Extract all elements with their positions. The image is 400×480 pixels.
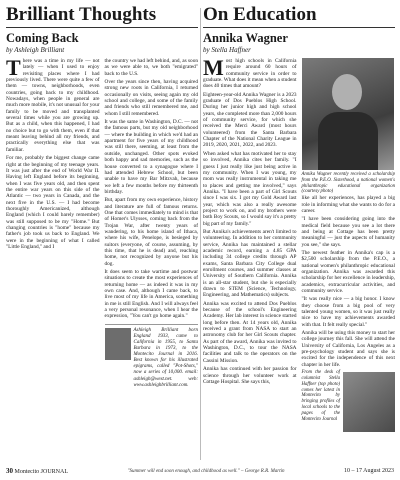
byline: by Ashleigh Brilliant bbox=[6, 46, 65, 54]
column-divider bbox=[200, 8, 201, 460]
photo-head bbox=[332, 74, 362, 110]
issue-dates: 10 – 17 August 2023 bbox=[343, 468, 394, 474]
on-education-article bbox=[203, 0, 395, 432]
body-column-2 bbox=[105, 58, 199, 389]
byline: by Stella Haffner bbox=[203, 46, 251, 54]
article-body bbox=[203, 55, 395, 432]
photo-caption: Annika Wagner recently received a scholarship from the P.E.O. Sisterhood, a national women's philanthropic educational organization (courtesy photo) bbox=[301, 172, 395, 195]
article-body bbox=[6, 55, 198, 389]
article-title: On Education bbox=[203, 4, 317, 25]
title-rule bbox=[6, 27, 198, 28]
paragraph: Annika has continued with her passion for science through her volunteer work at Cottage Hospital. She says this, bbox=[203, 366, 297, 385]
paragraph: There was a time in my life — not lately — when I used to enjoy revisiting places where I had previously lived. There were quite a few of them — towns, neighborhoods, even countries, going back to my childhood. Nowadays, when people in general are much more mobile, it's not unusual for your family to be moved and transplanted several times while you are growing up. But as a child, when this happened, I had no choice but to go with them, even if that meant leaving behind all my friends, and practically everything else that was familiar. bbox=[6, 55, 100, 153]
columnist-caption: From the desk of columnist Stella Haffner (top photo) comes her latest in Montecito by bringing profiles of local schools to the pages of the Montecito Journal bbox=[301, 370, 340, 422]
paragraph: When asked what has motivated her to stay so involved, Annika cites her family. "I guess I just really like just being active in my community. When I was young, my mom was really instrumental in taking me to places and getting me involved," says Annika. "I have been a part of Girl Scouts since I was six. I got my Gold Award last year, which was also a really awesome project to work on, and my brothers were both Boy Scouts, so I would say it's a pretty big part of my family." bbox=[203, 150, 297, 227]
footer-quote: "Summer will end soon enough, and childhood as well." – George R.R. Martin bbox=[127, 468, 285, 474]
page-folio bbox=[6, 467, 68, 475]
paragraph: the country we had left behind, and, as soon as we were able to, we both "emigrated" back to the U.S. bbox=[104, 58, 198, 77]
drop-cap: T bbox=[6, 55, 21, 80]
paragraph: For me, probably the biggest change came right at the beginning of my teenage years. It was just after the end of World War II. Having left England before its beginning, when I was five years old, and then spent the entire war years on this side of the Atlantic — two years in Canada, and the next five in the U.S. — I had become thoroughly Americanized, although England (which I could barely remember) was still supposed to be my "Home." But changing countries is "home" because my father's job took us back to England. We were in the beginning of what I called "Little England," and I bbox=[6, 155, 100, 250]
paragraph: It was the same in Washington, D.C. — not the famous parts, but my old neighborhood — where the building in which we'd had an apartment for five years of my childhood was still there, seeming, at least from the outside, unchanged. Other spots evoked both happy and sad memories, such as the house converted to a synagogue where I had attended Hebrew School, but been unable to have my Bar Mitzvah, because we left a few months before my thirteenth birthday. bbox=[104, 119, 198, 195]
paragraph: Most high schools in California require around 60 hours of community service in order to graduate. What does it mean when a student does 40 times that amount? bbox=[203, 55, 297, 90]
paragraph: "It was really nice — a big honor. I know they choose from a big pool of very talented young women, so it was just really nice to have my achievements awarded with that. It felt really special." bbox=[301, 296, 395, 328]
author-bio bbox=[105, 324, 199, 389]
paragraph: Annika will be using this money to start her college journey this fall. She will attend the University of California, Los Angeles as a pre-psychology student and says she is excited for the independence of this next chapter in her life. bbox=[301, 330, 395, 368]
photo-body bbox=[318, 112, 378, 170]
article-subtitle: Coming Back bbox=[6, 31, 79, 45]
paragraph: Annika was excited to attend Dos Pueblos because of the school's Engineering Academy. Her lab interest in science started long before then. At 14 years old, Annika received a grant from NASA to start an astronomy club for her Girl Scouts chapter. As part of the award, Annika was invited to Washington, D.C., to tour the NASA facilities and talk to the operators on the Cassini Mission. bbox=[203, 300, 297, 364]
page-footer bbox=[6, 465, 394, 477]
body-column-1 bbox=[203, 55, 297, 432]
title-rule bbox=[203, 27, 395, 28]
paragraph: Over the years since then, having acquired strong new roots in California, I returned occasionally on visits, seeing again my old school and college, and some of the family and friends who still remembered me, and whom I still remembered. bbox=[104, 79, 198, 117]
columnist-photo bbox=[343, 372, 395, 432]
page-number: 30 bbox=[6, 467, 13, 475]
article-title: Brilliant Thoughts bbox=[6, 4, 157, 25]
paragraph: The newest feather in Annika's cap is a $2,500 scholarship from the P.E.O., a national women's philanthropic educational organization. Annika was awarded this scholarship for her excellence in leadership, academics, extracurricular activities, and community service. bbox=[301, 249, 395, 294]
paragraph: It does seem to take wartime and postwar situations to create the most experiences of returning home — as indeed it was in my own case. And, although I came back, to live most of my life in America, something in me is still English. And I will always feel a very personal resonance, when I hear the expression, "You can't go home again." bbox=[104, 269, 198, 320]
body-column-1 bbox=[6, 55, 100, 389]
paragraph: But, apart from my own experience, history and literature are full of famous returns. One that comes immediately to mind is that of Homer's Ulysses, coming back from the Trojan War, after twenty years of wandering, to his home island of Ithaca, where his wife, Penelope, is besieged by suitors (everyone, of course, assuming, by this time, that he is dead) and, reaching home, not recognized by anyone but his dog. bbox=[104, 197, 198, 267]
paragraph: like all her experiences, has played a big role in informing what she wants to do for a career. bbox=[301, 195, 395, 214]
drop-cap: M bbox=[203, 55, 224, 80]
paragraph: But Annika's achievements aren't limited to volunteering. In addition to her community service, Annika has maintained a stellar academic record, earning a 4.85 GPA including 34 college credits through AP exams, Santa Barbara City College dual enrollment courses, and summer classes at University of Southern California. Annika is an all-star student, but she is especially drawn to STEM (Science, Technology, Engineering, and Mathematics) subjects. bbox=[203, 228, 297, 299]
brilliant-thoughts-article bbox=[6, 0, 198, 389]
author-avatar bbox=[105, 328, 131, 360]
columnist-box bbox=[302, 370, 396, 432]
body-column-2 bbox=[302, 58, 396, 432]
publication-name: Montecito JOURNAL bbox=[14, 469, 68, 475]
paragraph: Eighteen-year-old Annika Wagner is a 2023 graduate of Dos Pueblos High School. During her junior high and high school years, she completed more than 2,000 hours of community service, for which she received the Merci Award (most hours volunteered) from the Santa Barbara Chapter of the National Charity League in 2019, 2020, 2021, 2022, and 2023. bbox=[203, 91, 297, 149]
annika-photo bbox=[302, 58, 394, 170]
author-bio-text: Ashleigh Brilliant born England 1933, came to California in 1955, to Santa Barbara in 1973, to the Montecito Journal in 2016. Best known for his illustrated epigrams, called "Pot-Shots," now a series of 10,000. email: ashleigh@west.net. web: www.ashleighbrilliant.com. bbox=[133, 327, 198, 388]
article-subtitle: Annika Wagner bbox=[203, 31, 288, 45]
paragraph: "I have been considering going into the medical field because you see a lot there and being at Cottage has been pretty meaningful — just the aspects of humanity you see," she says. bbox=[301, 216, 395, 248]
